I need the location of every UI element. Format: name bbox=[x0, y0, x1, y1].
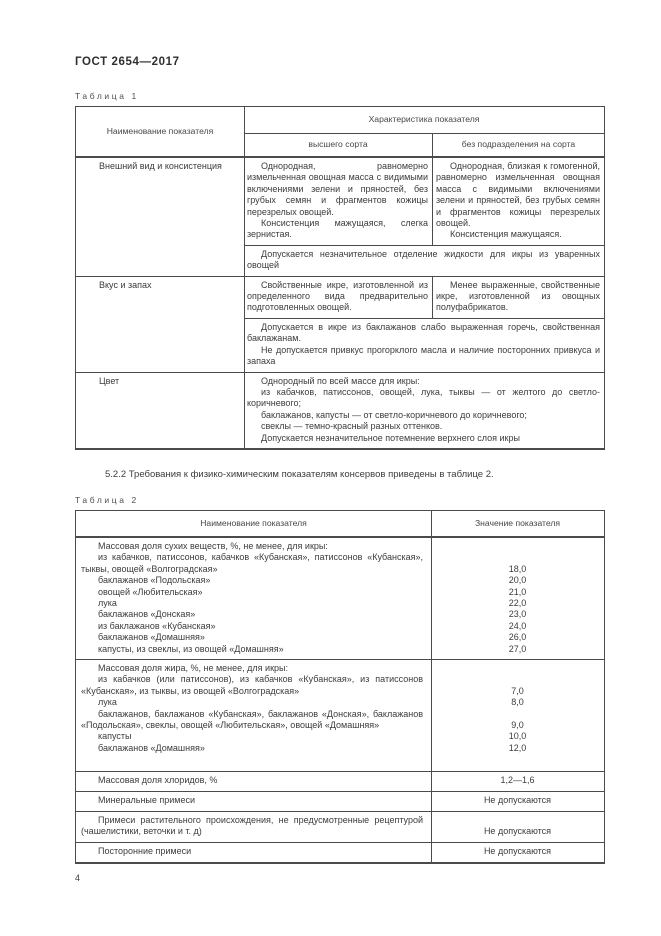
table1-header-name: Наименование показателя bbox=[106, 125, 214, 136]
row-taste-note-cell bbox=[244, 318, 604, 372]
table1-row-color bbox=[76, 372, 604, 448]
table-row bbox=[76, 587, 604, 598]
row-appearance-name-cell bbox=[76, 158, 244, 276]
row-value bbox=[431, 663, 604, 674]
paragraph: Допускается незначительное потемнение верхнего слоя икры bbox=[261, 432, 520, 443]
table-row bbox=[76, 644, 604, 655]
row-text: баклажанов «Донская» bbox=[98, 609, 196, 620]
row-text: капусты, из свеклы, из овощей «Домашняя» bbox=[98, 643, 284, 654]
row-text-cell bbox=[76, 663, 431, 674]
row-value: Не допускаются bbox=[483, 795, 552, 805]
row-value bbox=[431, 541, 604, 552]
table-row bbox=[76, 731, 604, 742]
row-value: 23,0 bbox=[508, 609, 527, 620]
row-text: Примеси растительного происхождения, не предусмотренные рецептурой (чашелистики, веточки и т. д) bbox=[81, 815, 423, 837]
row-value: 9,0 bbox=[511, 720, 524, 731]
table-row bbox=[76, 632, 604, 643]
row-text: лука bbox=[98, 697, 117, 708]
table-row bbox=[76, 795, 604, 806]
row-text: баклажанов «Подольская» bbox=[98, 575, 211, 586]
table2-section-foreign-impurities bbox=[76, 842, 604, 862]
table1-header-characteristic: Характеристика показателя bbox=[244, 107, 604, 134]
row-value: 7,0 bbox=[511, 685, 524, 696]
table2-header-value: Значение показателя bbox=[474, 517, 561, 528]
row-text: Массовая доля хлоридов, % bbox=[98, 775, 218, 785]
row-text: из кабачков, патиссонов, кабачков «Кубанская», патиссонов «Кубанская», тыквы, овощей «Волгоградская» bbox=[81, 552, 423, 574]
paragraph: Свойственные икре, изготовленной из определенного вида предварительно подготовленных овощей. bbox=[247, 279, 428, 313]
table-row bbox=[76, 775, 604, 786]
row-text-cell bbox=[76, 587, 431, 598]
document-code: ГОСТ 2654—2017 bbox=[75, 56, 180, 68]
row-value: 12,0 bbox=[508, 742, 527, 753]
table-row bbox=[76, 743, 604, 754]
row-taste-name: Вкус и запах bbox=[99, 279, 152, 290]
paragraph: Однородный по всей массе для икры: bbox=[261, 375, 420, 386]
table1-subheader-highest-grade: высшего сорта bbox=[308, 139, 368, 150]
row-text: капусты bbox=[98, 731, 132, 742]
row-text-cell bbox=[76, 609, 431, 620]
row-taste-nograde-cell bbox=[432, 277, 604, 318]
table-row bbox=[76, 575, 604, 586]
row-text-cell bbox=[76, 621, 431, 632]
row-color-right bbox=[244, 373, 604, 448]
row-text: лука bbox=[98, 597, 117, 608]
row-text-cell bbox=[76, 795, 431, 806]
table2 bbox=[75, 510, 605, 864]
row-appearance-name: Внешний вид и консистенция bbox=[99, 161, 222, 171]
table2-section-dry-substances bbox=[76, 538, 604, 659]
row-appearance-nograde-cell bbox=[432, 158, 604, 245]
row-color-name: Цвет bbox=[99, 375, 120, 386]
row-appearance-note-cell bbox=[244, 245, 604, 276]
page-number: 4 bbox=[75, 872, 81, 883]
table1 bbox=[75, 106, 605, 450]
table-row bbox=[76, 663, 604, 674]
row-appearance-grades bbox=[244, 158, 604, 245]
row-text-cell bbox=[76, 632, 431, 643]
table1-header-row bbox=[76, 107, 604, 158]
table1-header-right bbox=[244, 107, 604, 156]
table-row bbox=[76, 552, 604, 575]
paragraph: свеклы — темно-красный разных оттенков. bbox=[261, 421, 443, 432]
row-text-cell bbox=[76, 743, 431, 754]
table2-label: Таблица 2 bbox=[75, 494, 139, 505]
row-taste-highest-cell bbox=[244, 277, 432, 318]
row-text-cell bbox=[76, 815, 431, 838]
row-text-cell bbox=[76, 575, 431, 586]
paragraph: Консистенция мажущаяся. bbox=[450, 229, 562, 240]
paragraph: Однородная, близкая к гомогенной, равномерно измельченная овощная масса с видимыми включениями зелени и пряностей, без грубых семян и фрагментов кожицы перезрелых овощей. bbox=[436, 161, 600, 229]
row-text-cell bbox=[76, 697, 431, 708]
paragraph: Не допускается привкус прогорклого масла и наличие посторонних привкуса и запаха bbox=[247, 344, 600, 367]
row-taste-name-cell bbox=[76, 277, 244, 372]
row-text: Посторонние примеси bbox=[98, 845, 192, 856]
table2-header-name: Наименование показателя bbox=[200, 517, 307, 528]
row-value: Не допускаются bbox=[483, 845, 552, 856]
table1-row-appearance bbox=[76, 158, 604, 276]
row-text: из кабачков (или патиссонов), из кабачков «Кубанская», из патиссонов «Кубанская», из тыквы, из овощей «Волгоградская» bbox=[81, 674, 423, 696]
table1-label: Таблица 1 bbox=[75, 91, 139, 101]
row-text: Минеральные примеси bbox=[98, 795, 196, 805]
table-row bbox=[76, 674, 604, 697]
table-row bbox=[76, 709, 604, 732]
table2-header-row bbox=[76, 511, 604, 538]
row-text: Массовая доля жира, %, не менее, для икры: bbox=[98, 663, 288, 673]
page-content bbox=[75, 56, 605, 883]
paragraph: Консистенция мажущаяся, слегка зернистая. bbox=[247, 218, 428, 240]
row-value: Не допускаются bbox=[483, 826, 552, 837]
row-appearance-highest-cell bbox=[244, 158, 432, 245]
paragraph: баклажанов, капусты — от светло-коричневого до коричневого; bbox=[261, 409, 527, 420]
table-row bbox=[76, 846, 604, 857]
row-value: 24,0 bbox=[508, 620, 527, 631]
row-value: 8,0 bbox=[511, 697, 524, 708]
row-text-cell bbox=[76, 644, 431, 655]
table-row bbox=[76, 815, 604, 838]
row-text: баклажанов «Домашняя» bbox=[98, 632, 205, 643]
row-value: 10,0 bbox=[508, 731, 527, 742]
table-row bbox=[76, 609, 604, 620]
table-row bbox=[76, 621, 604, 632]
row-value: 1,2—1,6 bbox=[500, 775, 535, 785]
row-text-cell bbox=[76, 775, 431, 786]
row-value: 26,0 bbox=[508, 632, 527, 643]
row-value: 27,0 bbox=[508, 643, 527, 654]
paragraph: Допускается незначительное отделение жидкости для икры из уваренных овощей bbox=[247, 248, 600, 271]
row-text: овощей «Любительская» bbox=[98, 586, 203, 597]
paragraph: Менее выраженные, свойственные икре, изготовленной из овощных полуфабрикатов. bbox=[436, 279, 600, 313]
row-text: баклажанов, баклажанов «Кубанская», баклажанов «Донская», баклажанов «Подольская», свеклы, овощей «Любительская», овощей «Домашняя» bbox=[81, 708, 423, 731]
row-value: 18,0 bbox=[508, 563, 527, 574]
row-color-name-cell bbox=[76, 373, 244, 448]
row-text: из баклажанов «Кубанская» bbox=[98, 620, 216, 631]
row-appearance-right bbox=[244, 158, 604, 276]
row-text-cell bbox=[76, 552, 431, 575]
paragraph: из кабачков, патиссонов, овощей, лука, тыквы — от желтого до светло-коричневого; bbox=[247, 386, 600, 409]
row-text-cell bbox=[76, 731, 431, 742]
table2-section-mineral-impurities bbox=[76, 791, 604, 811]
table2-section-fat bbox=[76, 659, 604, 771]
section-5-2-2-paragraph: 5.2.2 Требования к физико-химическим показателям консервов приведены в таблице 2. bbox=[105, 468, 494, 480]
row-text: баклажанов «Домашняя» bbox=[98, 742, 205, 753]
row-text-cell bbox=[76, 709, 431, 732]
row-text-cell bbox=[76, 598, 431, 609]
paragraph: Допускается в икре из баклажанов слабо выраженная горечь, свойственная баклажанам. bbox=[247, 321, 600, 344]
row-text-cell bbox=[76, 541, 431, 552]
table-row bbox=[76, 541, 604, 552]
table1-row-taste-smell bbox=[76, 276, 604, 372]
row-taste-grades bbox=[244, 277, 604, 318]
table-row bbox=[76, 598, 604, 609]
paragraph: Однородная, равномерно измельченная овощная масса с видимыми включениями зелени и пряностей, без грубых семян и фрагментов кожицы перезрелых овощей. bbox=[247, 161, 428, 217]
table-row bbox=[76, 697, 604, 708]
table2-section-plant-impurities bbox=[76, 811, 604, 842]
row-value: 21,0 bbox=[508, 586, 527, 597]
table2-section-chlorides bbox=[76, 771, 604, 791]
row-text: Массовая доля сухих веществ, %, не менее, для икры: bbox=[98, 540, 328, 551]
table1-subheader-no-grade: без подразделения на сорта bbox=[432, 134, 604, 156]
row-taste-right bbox=[244, 277, 604, 372]
row-color-merged-cell bbox=[244, 373, 604, 448]
row-text-cell bbox=[76, 674, 431, 697]
row-value: 22,0 bbox=[508, 597, 527, 608]
row-text-cell bbox=[76, 846, 431, 857]
table1-subheader-row bbox=[244, 134, 604, 156]
row-value: 20,0 bbox=[508, 575, 527, 586]
